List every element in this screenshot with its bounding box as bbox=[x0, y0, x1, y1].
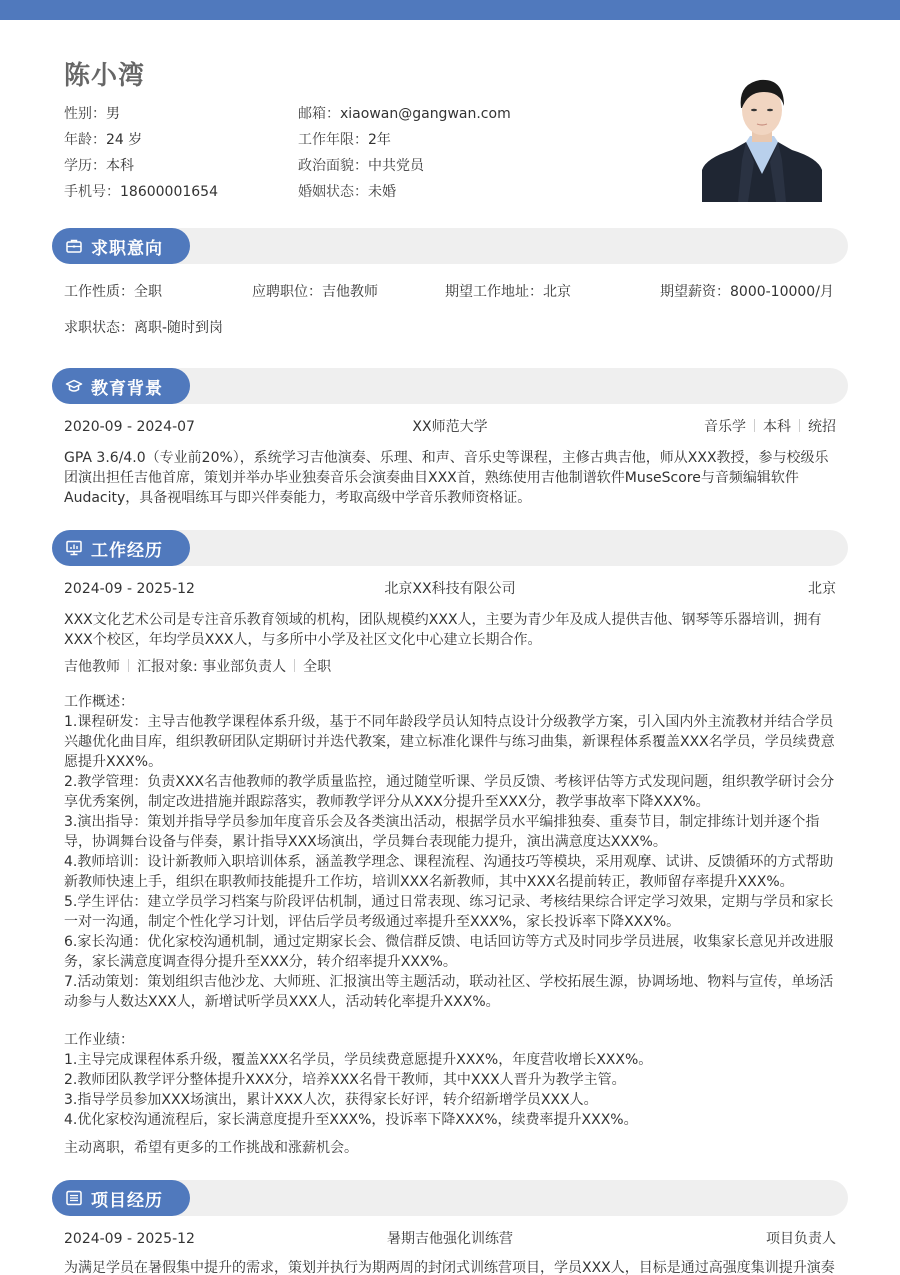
overview-item: 6.家长沟通：优化家校沟通机制，通过定期家长会、微信群反馈、电话回访等方式及时同步学员进展，收集家长意见并改进服务，家长满意度调查得分提升至XXX分，转介绍率提升XXX%。 bbox=[64, 934, 834, 970]
intent-status: 求职状态：离职-随时到岗 bbox=[64, 320, 224, 336]
work-achievements bbox=[64, 1030, 836, 1130]
education-summary-row bbox=[64, 417, 836, 437]
info-gender: 性别：男 bbox=[64, 106, 120, 122]
work-period: 2024-09 - 2025-12 bbox=[64, 581, 195, 597]
divider bbox=[128, 659, 129, 672]
section-header-intent bbox=[52, 228, 848, 264]
project-summary-row bbox=[64, 1229, 836, 1249]
info-political-status: 政治面貌：中共党员 bbox=[298, 158, 424, 174]
candidate-name: 陈小湾 bbox=[64, 61, 146, 91]
education-period: 2020-09 - 2024-07 bbox=[64, 419, 195, 435]
overview-item: 3.演出指导：策划并指导学员参加年度音乐会及各类演出活动，根据学员水平编排独奏、重奏节目，制定排练计划并逐个指导，协调舞台设备与伴奏，累计指导XXX场演出，学员舞台表现能力提升，演出满意度达XXX%。 bbox=[64, 814, 820, 850]
section-header-project bbox=[52, 1180, 848, 1216]
info-education: 学历：本科 bbox=[64, 158, 134, 174]
education-tags: 音乐学 本科 统招 bbox=[704, 419, 836, 435]
school-name: XX师范大学 bbox=[412, 419, 488, 435]
overview-item: 1.课程研发：主导吉他教学课程体系升级，基于不同年龄段学员认知特点设计分级教学方案，引入国内外主流教材并结合学员兴趣优化曲目库，组织教研团队定期研讨并迭代教案，建立标准化课件与练习曲集，新课程体系覆盖XXX名学员，学员续费意愿提升XXX%。 bbox=[64, 714, 835, 770]
info-email: 邮箱：xiaowan@gangwan.com bbox=[298, 106, 511, 122]
info-row bbox=[64, 104, 664, 130]
top-accent-bar bbox=[0, 0, 900, 20]
briefcase-icon bbox=[65, 237, 83, 255]
section-pill: 求职意向 bbox=[52, 228, 190, 264]
info-row bbox=[64, 130, 664, 156]
list-icon bbox=[65, 1189, 83, 1207]
work-summary-row bbox=[64, 579, 836, 599]
section-header-work bbox=[52, 530, 848, 566]
achievements-title: 工作业绩： bbox=[64, 1032, 134, 1048]
section-pill: 教育背景 bbox=[52, 368, 190, 404]
company-intro: XXX文化艺术公司是专注音乐教育领域的机构，团队规模约XXX人，主要为青少年及成人提供吉他、钢琴等乐器培训，拥有XXX个校区，年均学员XXX人，与多所中小学及社区文化中心建立长期合作。 bbox=[64, 612, 822, 648]
profile-photo bbox=[702, 70, 822, 202]
info-marital-status: 婚姻状态：未婚 bbox=[298, 184, 396, 200]
achievement-item: 4.优化家校沟通流程后，家长满意度提升至XXX%，投诉率下降XXX%，续费率提升XXX%。 bbox=[64, 1112, 638, 1128]
work-tags: 吉他教师 汇报对象: 事业部负责人 全职 bbox=[64, 659, 332, 675]
section-pill: 项目经历 bbox=[52, 1180, 190, 1216]
info-phone: 手机号：18600001654 bbox=[64, 184, 218, 200]
project-description: 为满足学员在暑假集中提升的需求，策划并执行为期两周的封闭式训练营项目，学员XXX人，目标是通过高强度集训提升演奏 bbox=[64, 1260, 835, 1275]
overview-item: 4.教师培训：设计新教师入职培训体系，涵盖教学理念、课程流程、沟通技巧等模块，采用观摩、试讲、反馈循环的方式帮助新教师快速上手，组织在职教师技能提升工作坊，培训XXX名新教师，其中XXX名提前转正，教师留存率提升XXX%。 bbox=[64, 854, 834, 890]
intent-salary: 期望薪资：8000-10000/月 bbox=[660, 284, 834, 300]
education-description: GPA 3.6/4.0（专业前20%），系统学习吉他演奏、乐理、和声、音乐史等课程，主修古典吉他，师从XXX教授，参与校级乐团演出担任吉他首席，策划并举办毕业独奏音乐会演奏曲目XXX首，熟练使用吉他制谱软件MuseScore与音频编辑软件Audacity，具备视唱练耳与即兴伴奏能力，考取高级中学音乐教师资格证。 bbox=[64, 450, 829, 506]
divider bbox=[294, 659, 295, 672]
presentation-icon bbox=[65, 539, 83, 557]
leave-reason: 主动离职，希望有更多的工作挑战和涨薪机会。 bbox=[64, 1140, 358, 1156]
info-work-years: 工作年限：2年 bbox=[298, 132, 391, 148]
portrait-icon bbox=[702, 70, 822, 202]
company-name: 北京XX科技有限公司 bbox=[384, 581, 516, 597]
divider bbox=[754, 419, 755, 432]
project-name: 暑期吉他强化训练营 bbox=[387, 1231, 513, 1247]
work-overview bbox=[64, 692, 836, 1012]
overview-item: 5.学生评估：建立学员学习档案与阶段评估机制，通过日常表现、练习记录、考核结果综合评定学习效果，定期与学员和家长一对一沟通，制定个性化学习计划，评估后学员考级通过率提升至XXX%，家长投诉率下降XXX%。 bbox=[64, 894, 834, 930]
intent-location: 期望工作地址：北京 bbox=[445, 284, 571, 300]
intent-job-type: 工作性质：全职 bbox=[64, 284, 162, 300]
profile-header bbox=[64, 58, 844, 208]
work-location: 北京 bbox=[808, 581, 836, 597]
overview-title: 工作概述： bbox=[64, 694, 134, 710]
graduation-cap-icon bbox=[65, 377, 83, 395]
overview-item: 7.活动策划：策划组织吉他沙龙、大师班、汇报演出等主题活动，联动社区、学校拓展生源，协调场地、物料与宣传，单场活动参与人数达XXX人，新增试听学员XXX人，活动转化率提升XXX%。 bbox=[64, 974, 834, 1010]
info-age: 年龄：24 岁 bbox=[64, 132, 143, 148]
info-row bbox=[64, 182, 664, 208]
project-period: 2024-09 - 2025-12 bbox=[64, 1231, 195, 1247]
intent-position: 应聘职位：吉他教师 bbox=[252, 284, 378, 300]
section-header-education bbox=[52, 368, 848, 404]
achievement-item: 3.指导学员参加XXX场演出，累计XXX人次，获得家长好评，转介绍新增学员XXX人。 bbox=[64, 1092, 598, 1108]
achievement-item: 2.教师团队教学评分整体提升XXX分，培养XXX名骨干教师，其中XXX人晋升为教学主管。 bbox=[64, 1072, 626, 1088]
divider bbox=[799, 419, 800, 432]
section-pill: 工作经历 bbox=[52, 530, 190, 566]
basic-info-grid bbox=[64, 104, 664, 208]
overview-item: 2.教学管理：负责XXX名吉他教师的教学质量监控，通过随堂听课、学员反馈、考核评估等方式发现问题，组织教学研讨会分享优秀案例，制定改进措施并跟踪落实，教师教学评分从XXX分提升至XXX分，教学事故率下降XXX%。 bbox=[64, 774, 835, 810]
project-role: 项目负责人 bbox=[766, 1231, 836, 1247]
info-row bbox=[64, 156, 664, 182]
achievement-item: 1.主导完成课程体系升级，覆盖XXX名学员，学员续费意愿提升XXX%，年度营收增长XXX%。 bbox=[64, 1052, 653, 1068]
